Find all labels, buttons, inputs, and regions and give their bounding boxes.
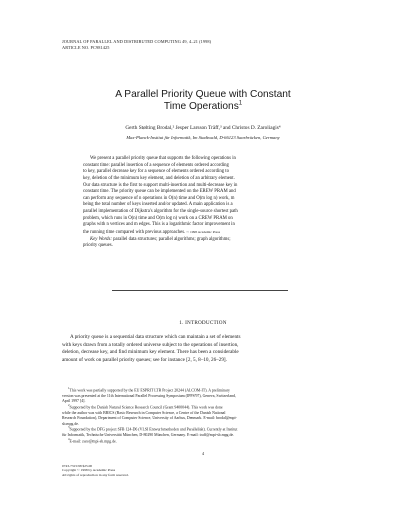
abstract-line: parallel implementation of Dijkstra's algorithm for the single-source shortest path bbox=[83, 209, 238, 214]
footnote-line: sb.mpg.de. bbox=[62, 421, 79, 426]
abstract-line: problem, which runs in O(n) time and O(m log n) work on a CREW PRAM on bbox=[83, 215, 233, 221]
keywords-line: priority queues. bbox=[83, 243, 113, 249]
footnote-line: Research Foundation), Department of Computer Science, University of Aarhus, Denmark. E-mail: brodal@mpi- bbox=[62, 416, 237, 421]
page-number: 4 bbox=[201, 451, 205, 456]
title-line-1: A Parallel Priority Queue with Constant bbox=[115, 89, 291, 100]
footnote-line: für Informatik, Technische Universität München, D-80290 München, Germany. E-mail: traff@mpi-sb.mpg.de. bbox=[62, 433, 235, 438]
paper-title bbox=[62, 89, 344, 113]
keywords-label: Key Words: bbox=[90, 236, 112, 242]
author-list: Gerth Stølting Brodal,² Jesper Larsson Träff,³ and Christos D. Zaroliagis⁴ bbox=[125, 125, 281, 131]
abstract-line: graphs with n vertices and m edges. This is a logarithmic factor improvement in bbox=[83, 222, 235, 228]
intro-line: with keys drawn from a totally ordered universe subject to the operations of insertion, bbox=[62, 341, 239, 348]
intro-line: deletion, decrease key, and find minimum key element. There has been a considerable bbox=[62, 349, 239, 356]
abstract-line: key, deletion of the minimum key element, and deletion of an arbitrary element. bbox=[83, 175, 235, 181]
footnote-mark: 3 bbox=[68, 425, 70, 430]
footnote-mark: 1 bbox=[68, 386, 70, 390]
abstract-line: to key, parallel decrease key for a sequence of elements ordered according to bbox=[83, 169, 229, 175]
abstract-line: constant time. The priority queue can be implemented on the EREW PRAM and bbox=[83, 189, 236, 195]
footnote-line: while the author was with BRICS (Basic Research in Computer Science, a Centre of the Danish National bbox=[62, 410, 226, 415]
footnote-line: $^2$Supported by the Danish Natural Science Research Council (Grant 9400044). This work was done bbox=[68, 402, 223, 410]
journal-line: JOURNAL OF PARALLEL AND DISTRIBUTED COMPUTING 49, 4–21 (1998) bbox=[62, 39, 212, 44]
footnotes bbox=[62, 388, 344, 445]
abstract-line: Our data structure is the first to support multi-insertion and multi-decrease key in bbox=[83, 182, 238, 188]
abstract-line: being the total number of keys inserted and/or updated. A main application is a bbox=[83, 202, 233, 208]
title-line-2: Time Operations$^1$ bbox=[163, 100, 243, 112]
article-number: ARTICLE NO. PC981425 bbox=[62, 45, 110, 51]
publication-info bbox=[62, 464, 242, 477]
abstract-line: constant time: parallel insertion of a sequence of elements ordered according bbox=[83, 162, 229, 168]
abstract-copyright: © 1998 Academic Press bbox=[186, 229, 221, 234]
affiliation: Max-Planck-Institut für Informatik, Im Stadtwald, D-66123 Saarbrücken, Germany bbox=[126, 135, 280, 140]
intro-paragraph bbox=[62, 334, 344, 365]
footnote-line: $^3$Supported by the DFG project SFB 124-D6 (VLSI Entwurfsmethoden und Parallelität). Currently at Institut bbox=[68, 425, 238, 432]
copyright: Copyright © 1998 by Academic Press bbox=[62, 468, 116, 473]
footnote-line: April 1997 [4]. bbox=[62, 399, 86, 404]
title-footnote-mark: 1 bbox=[238, 100, 243, 107]
footnote-line: $^1$This work was partially supported by the EU ESPRIT LTR Project 20244 (ALCOM-IT). A preliminary bbox=[68, 386, 230, 393]
footnote-mark: 2 bbox=[68, 402, 70, 407]
footnote-line: version was presented at the 11th International Parallel Processing Symposium (IPPS'97), Geneva, Switzerland, bbox=[62, 393, 236, 398]
abstract bbox=[83, 156, 321, 250]
keywords-line: Key Words: parallel data structures; parallel algorithms; graph algorithms; bbox=[90, 236, 231, 242]
issn-price: 0743-7315/98 $25.00 bbox=[62, 464, 93, 468]
abstract-line: can perform any sequence of n operations in O(n) time and O(m log n) work, m bbox=[83, 195, 235, 201]
abstract-line: We present a parallel priority queue that supports the following operations in bbox=[90, 156, 236, 161]
abstract-line: the running time compared with previous approaches. © 1998 Academic Press bbox=[83, 229, 221, 235]
intro-line: amount of work on parallel priority queues; see for instance [2, 5, 8–10, 26–29]. bbox=[62, 357, 227, 364]
journal-header bbox=[62, 39, 362, 52]
section-divider bbox=[112, 290, 288, 291]
footnote-line: $^4$E-mail: zaro@mpi-sb.mpg.de. bbox=[68, 436, 117, 444]
rights-notice: All rights of reproduction in any form reserved. bbox=[62, 472, 129, 477]
footnote-mark: 4 bbox=[68, 436, 70, 441]
intro-line: A priority queue is a sequential data structure which can maintain a set of elements bbox=[70, 334, 241, 340]
section-heading: 1. INTRODUCTION bbox=[179, 320, 227, 326]
